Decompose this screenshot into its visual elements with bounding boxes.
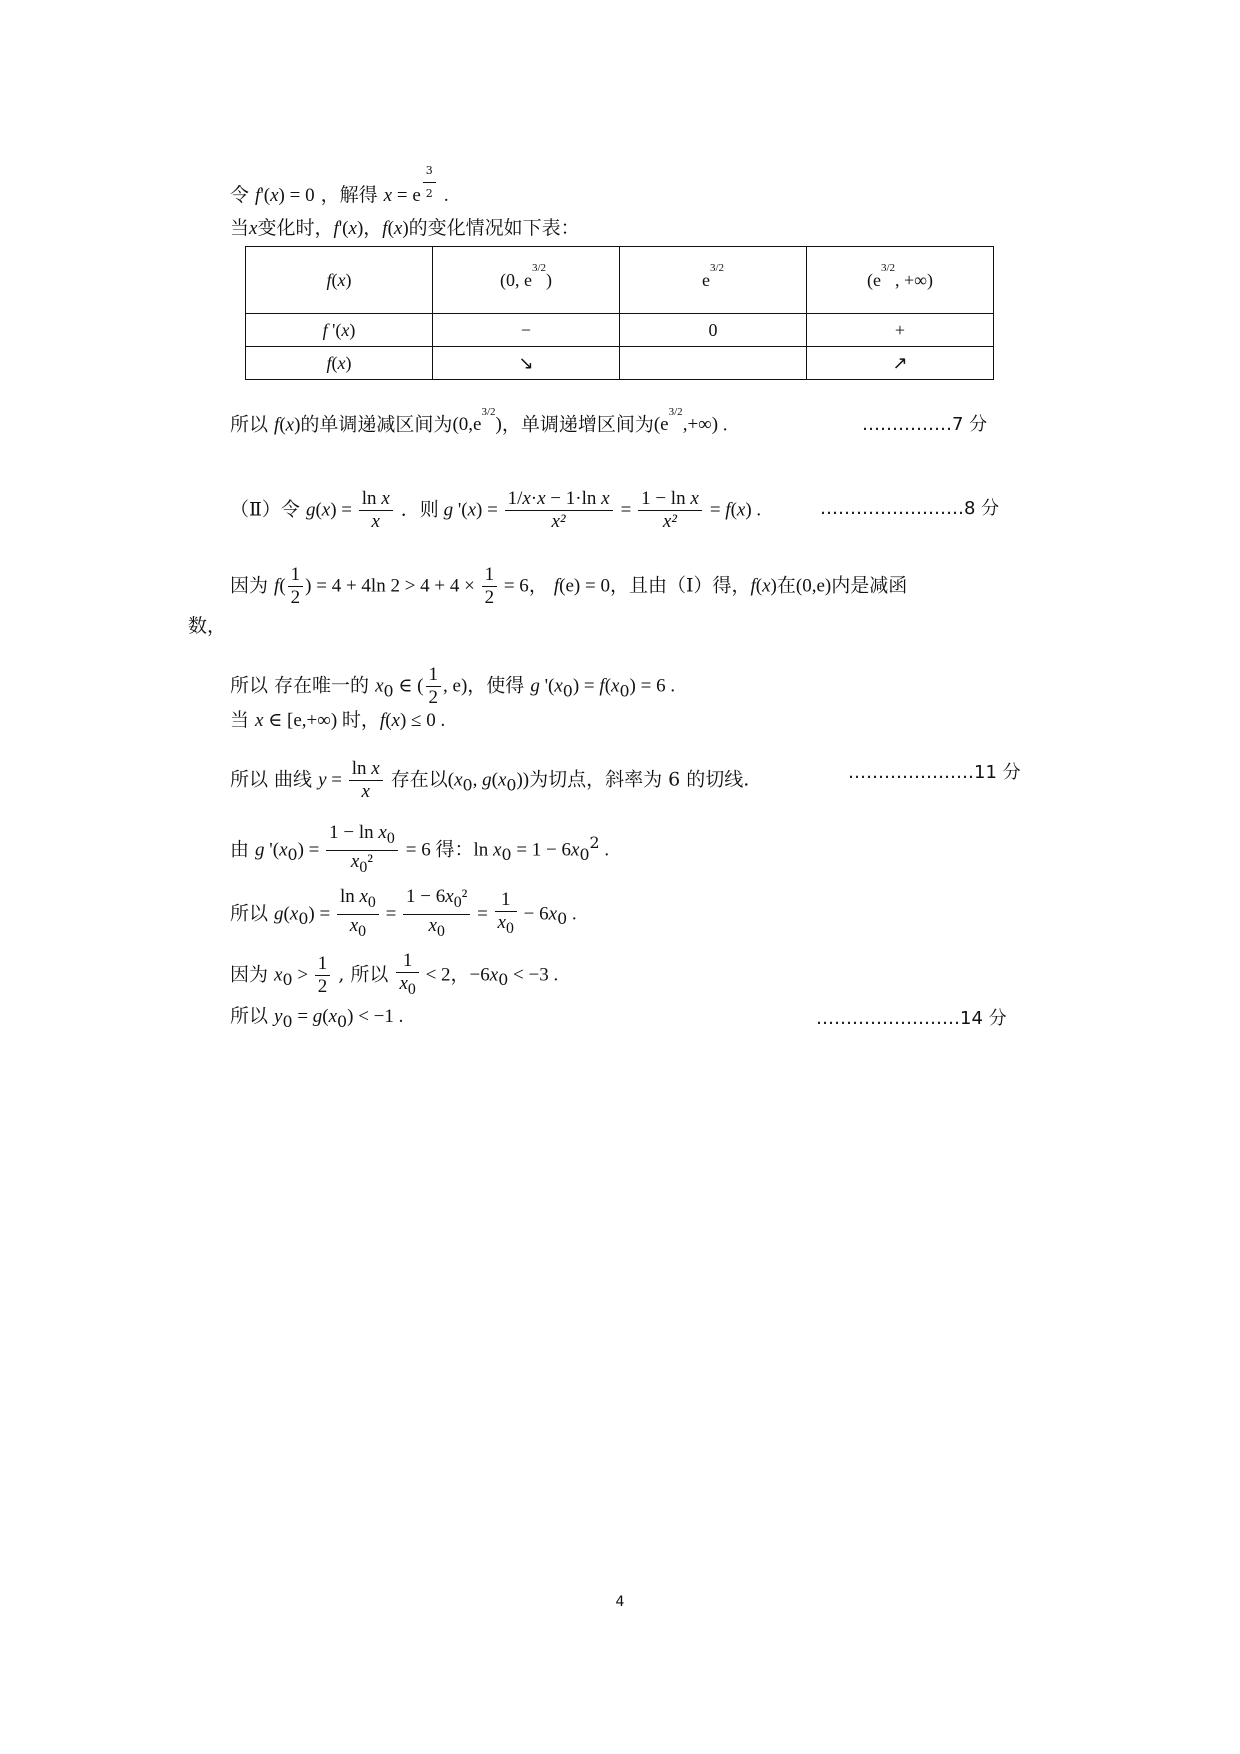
table-cell: 0 xyxy=(620,314,807,347)
line-conclusion: 所以 $y_0 = g(x_0) < -1$ . xyxy=(230,1005,404,1031)
line-continuation: 数， xyxy=(188,615,227,637)
table-row xyxy=(246,314,994,347)
line-x0-bounds: 因为 $x_0$ > $\frac{1}{2}$ , 所以 $\frac{1}{x_0}$ < 2，$-6x_0 < -3$ . xyxy=(230,950,559,998)
line-monotonic-intervals: 所以 f(x)的单调递减区间为$(0,e^{3/2})$，单调递增区间为$(e^{3/2},+\infty)$ . xyxy=(230,406,728,436)
line-g-x0-expression: 所以 $g(x_0)$ = $\frac{\ln x_0}{x_0}$ = $\frac{1 - 6x_0^2}{x_0}$ = $\frac{1}{x_0}$ − $6x_0$ . xyxy=(230,886,577,940)
line-from-g-prime: 由 g '$(x_0)$ = $\frac{1 - \ln x_0}{x_0^2}$ = 6 得：$\ln x_0 = 1 - 6x_0^2$ . xyxy=(230,822,610,876)
line-part-two-define-g: （Ⅱ）令 g(x) = $\frac{\text{ln x}}{x}$ ．则 g '(x) = $\frac{\text{1/x·x − 1·ln x}}{\text{x²}}$ = $\frac{\text{1 − ln x}}{\text{x²}}$ = f(x) . xyxy=(230,488,762,532)
math: f xyxy=(255,184,261,206)
table-cell xyxy=(620,347,807,380)
table-cell: $e^{3/2}$ xyxy=(620,247,807,314)
page-number: 4 xyxy=(615,1594,625,1610)
variation-table xyxy=(245,246,994,380)
table-cell: − xyxy=(433,314,620,347)
table-cell: ($e^{3/2}$, +∞) xyxy=(807,247,994,314)
table-cell: f(x) xyxy=(246,247,433,314)
line-set-derivative-zero: 令 f'(x) = 0 ，解得 x = e $^{\frac{3}{2}}$ . xyxy=(230,168,449,213)
line-table-intro: 当x变化时，f'(x)，f(x)的变化情况如下表： xyxy=(230,217,580,239)
score-8: ……………………8 分 xyxy=(820,498,1000,519)
table-cell: (0, $e^{3/2}$) xyxy=(433,247,620,314)
line-x-in-e-inf: 当 x ∈ [e,+∞) 时，f(x) ≤ 0 . xyxy=(230,709,446,731)
line-unique-x0: 所以 存在唯一的 $x_0$ ∈ ( $\frac{1}{2}$ , e)，使得 g '$(x_0) = f(x_0) = 6$ . xyxy=(230,664,676,708)
table-cell: f(x) xyxy=(246,347,433,380)
table-row xyxy=(246,347,994,380)
score-7: ……………7 分 xyxy=(862,414,988,435)
table-row xyxy=(246,247,994,314)
table-cell: ↗ xyxy=(807,347,994,380)
score-14: ……………………14 分 xyxy=(816,1008,1007,1029)
table-cell: + xyxy=(807,314,994,347)
text: 令 xyxy=(230,183,256,206)
table-cell: f '(x) xyxy=(246,314,433,347)
table-cell: ↘ xyxy=(433,347,620,380)
line-tangent-exists: 所以 曲线 y = $\frac{\text{ln x}}{x}$ 存在以($x_0$, $g(x_0)$)为切点，斜率为 6 的切线. xyxy=(230,758,750,802)
score-11: …………………11 分 xyxy=(848,762,1021,783)
line-because-f-half: 因为 f( $\frac{1}{2}$ ) = 4 + 4ln 2 > 4 + 4 × $\frac{1}{2}$ = 6， f(e) = 0，且由（Ⅰ）得，f(x)在(0,e)内是减函 xyxy=(230,564,908,608)
